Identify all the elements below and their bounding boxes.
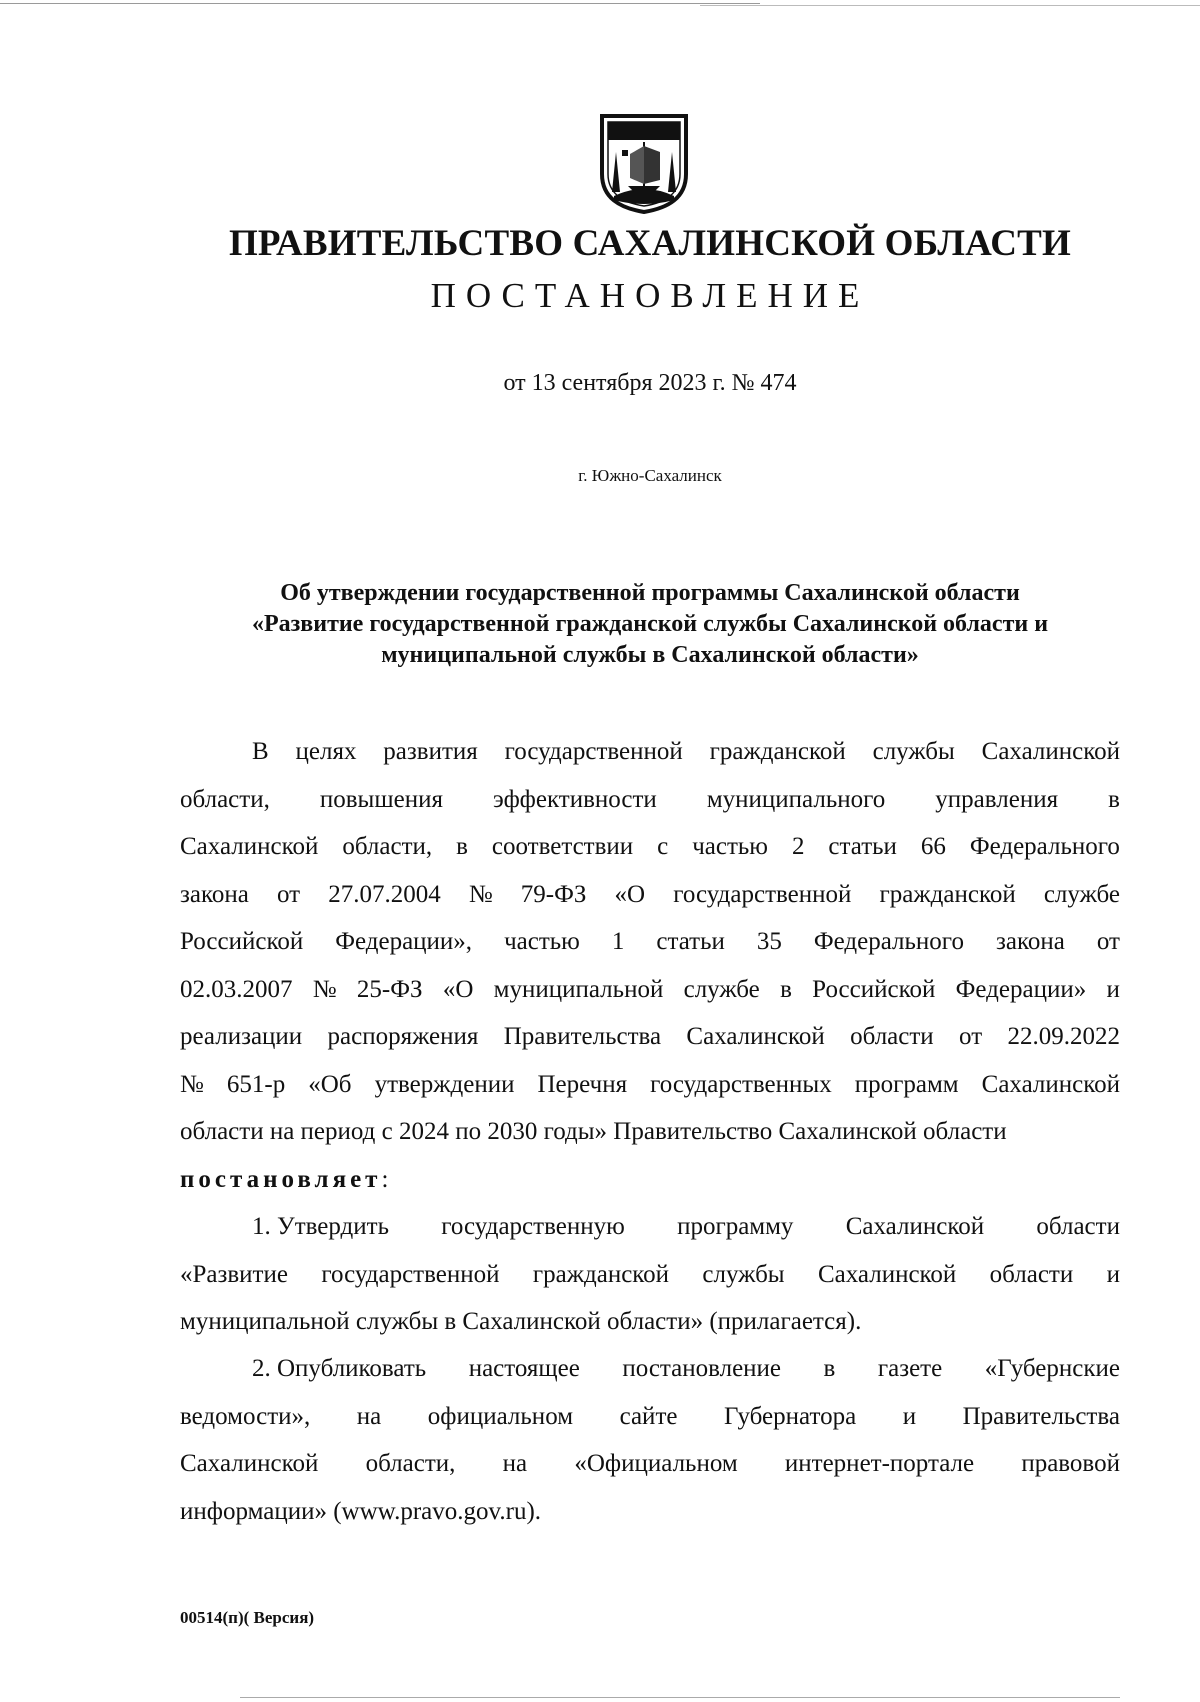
word: от bbox=[959, 1023, 983, 1050]
word: соответствии bbox=[491, 833, 634, 860]
word: Сахалинской bbox=[981, 1070, 1120, 1098]
word: и bbox=[902, 1402, 917, 1430]
word: 25-ФЗ bbox=[356, 975, 423, 1003]
word: государственную bbox=[441, 1213, 625, 1240]
footer-code: 00514(п)( bbox=[180, 1608, 250, 1627]
word: 02.03.2007 bbox=[180, 975, 293, 1003]
word: управления bbox=[935, 785, 1059, 813]
word: развития bbox=[383, 738, 478, 765]
word: Российской bbox=[180, 928, 304, 955]
word: закона bbox=[180, 880, 249, 908]
word: «О bbox=[614, 880, 646, 908]
item-1-paragraph bbox=[180, 1203, 1120, 1346]
word: № bbox=[180, 1070, 204, 1098]
word: области, bbox=[365, 1450, 456, 1477]
subject-line: «Развитие государственной гражданской службы Сахалинской области и bbox=[251, 611, 1049, 637]
decree-colon: : bbox=[381, 1165, 389, 1193]
word: гражданской bbox=[879, 880, 1016, 908]
word: 79-ФЗ bbox=[520, 880, 587, 908]
word: Сахалинской bbox=[845, 1213, 985, 1240]
word: от bbox=[1096, 928, 1120, 955]
scan-edge-line bbox=[700, 5, 1200, 6]
word: № bbox=[468, 880, 493, 908]
document-registration-code bbox=[180, 1608, 314, 1628]
text-line bbox=[180, 918, 1120, 966]
decree-line bbox=[180, 1156, 1120, 1204]
organization-title: ПРАВИТЕЛЬСТВО САХАЛИНСКОЙ ОБЛАСТИ bbox=[228, 223, 1072, 264]
word: 1. Утвердить bbox=[252, 1213, 389, 1240]
text-line: информации» (www.pravo.gov.ru). bbox=[180, 1497, 542, 1525]
word: гражданской bbox=[532, 1260, 670, 1288]
word: частью bbox=[692, 833, 768, 860]
text-line bbox=[180, 871, 1120, 919]
word: 1 bbox=[611, 928, 625, 955]
word: Федерации» bbox=[955, 975, 1087, 1003]
word: и bbox=[1106, 1260, 1120, 1288]
word: «Развитие bbox=[180, 1260, 288, 1288]
word: постановление bbox=[622, 1355, 782, 1382]
subject-line: Об утверждении государственной программы Сахалинской области bbox=[280, 580, 1020, 606]
preamble-paragraph bbox=[180, 728, 1120, 1203]
word: распоряжения bbox=[327, 1023, 479, 1050]
word: Сахалинской bbox=[180, 1450, 319, 1477]
word: закона bbox=[995, 928, 1065, 955]
word: в bbox=[1108, 785, 1120, 813]
word: статьи bbox=[828, 833, 897, 860]
word: правовой bbox=[1021, 1450, 1120, 1477]
word: области, bbox=[180, 785, 270, 813]
word: службе bbox=[1043, 880, 1120, 908]
word: и bbox=[1106, 975, 1120, 1003]
word: программу bbox=[677, 1213, 794, 1240]
text-line: муниципальной службы в Сахалинской области» (прилагается). bbox=[180, 1308, 862, 1335]
word: гражданской bbox=[709, 738, 846, 765]
word: утверждении bbox=[374, 1070, 515, 1098]
text-line bbox=[180, 1013, 1120, 1061]
word: государственной bbox=[321, 1260, 500, 1288]
word: ведомости», bbox=[180, 1402, 311, 1430]
word: Сахалинской bbox=[981, 738, 1120, 765]
text-line bbox=[180, 1251, 1120, 1299]
scan-edge-line bbox=[0, 3, 760, 4]
word: 66 bbox=[920, 833, 946, 860]
word: службе bbox=[683, 975, 760, 1003]
word: от bbox=[276, 880, 301, 908]
word: в bbox=[456, 833, 468, 860]
text-line bbox=[180, 728, 1120, 776]
word: 651-р bbox=[226, 1070, 286, 1098]
word: муниципальной bbox=[493, 975, 664, 1003]
word: Федерального bbox=[813, 928, 964, 955]
word: Правительства bbox=[503, 1023, 662, 1050]
word: государственной bbox=[673, 880, 852, 908]
word: целях bbox=[295, 738, 357, 765]
word: Губернатора bbox=[723, 1402, 857, 1430]
item-2-paragraph bbox=[180, 1345, 1120, 1535]
word: В bbox=[252, 738, 269, 765]
word: области bbox=[850, 1023, 934, 1050]
word: повышения bbox=[319, 785, 443, 813]
text-line bbox=[180, 823, 1120, 871]
footer-version: Версия) bbox=[249, 1608, 315, 1627]
word: официальном bbox=[427, 1402, 574, 1430]
word: «О bbox=[442, 975, 474, 1003]
subject-line: муниципальной службы в Сахалинской области» bbox=[381, 642, 919, 668]
word: в bbox=[780, 975, 792, 1003]
word: Российской bbox=[812, 975, 936, 1003]
text-line bbox=[180, 1061, 1120, 1109]
scan-edge-line bbox=[240, 1697, 1120, 1698]
word: 27.07.2004 bbox=[328, 880, 441, 908]
word: Федерального bbox=[969, 833, 1120, 860]
word: Правительства bbox=[962, 1402, 1120, 1430]
word: реализации bbox=[180, 1023, 303, 1050]
document-type: ПОСТАНОВЛЕНИЕ bbox=[430, 276, 870, 315]
text-line bbox=[180, 1203, 1120, 1251]
document-date-number: от 13 сентября 2023 г. № 474 bbox=[503, 370, 797, 396]
word: 2. Опубликовать bbox=[252, 1355, 427, 1382]
word: области bbox=[1036, 1213, 1120, 1240]
word: «Об bbox=[308, 1070, 352, 1098]
text-line bbox=[180, 1440, 1120, 1488]
text-line bbox=[180, 1393, 1120, 1441]
word: газете bbox=[877, 1355, 943, 1382]
text-line bbox=[180, 966, 1120, 1014]
word: статьи bbox=[656, 928, 725, 955]
word: Сахалинской bbox=[180, 833, 319, 860]
word: службы bbox=[872, 738, 955, 765]
word: частью bbox=[504, 928, 580, 955]
word: 22.09.2022 bbox=[1007, 1023, 1120, 1050]
word: с bbox=[657, 833, 669, 860]
word: на bbox=[502, 1450, 528, 1477]
word: 2 bbox=[791, 833, 805, 860]
document-subject bbox=[180, 578, 1120, 671]
text-line: области на период с 2024 по 2030 годы» Правительство Сахалинской области bbox=[180, 1118, 1007, 1145]
word: Федерации», bbox=[335, 928, 473, 955]
word: государственных bbox=[650, 1070, 832, 1098]
word: Перечня bbox=[537, 1070, 628, 1098]
word: области, bbox=[342, 833, 433, 860]
word: на bbox=[356, 1402, 382, 1430]
word: эффективности bbox=[493, 785, 657, 813]
word: «Официальном bbox=[574, 1450, 738, 1477]
word: муниципального bbox=[706, 785, 886, 813]
word: Сахалинской bbox=[686, 1023, 825, 1050]
word: государственной bbox=[504, 738, 683, 765]
word: в bbox=[823, 1355, 836, 1382]
word: Сахалинской bbox=[817, 1260, 957, 1288]
word: № bbox=[312, 975, 337, 1003]
word: 35 bbox=[756, 928, 782, 955]
word: службы bbox=[702, 1260, 785, 1288]
sakhalin-coat-of-arms-icon bbox=[598, 112, 690, 214]
word: сайте bbox=[619, 1402, 678, 1430]
text-line bbox=[180, 1345, 1120, 1393]
text-line bbox=[180, 776, 1120, 824]
word: программ bbox=[854, 1070, 959, 1098]
word: «Губернские bbox=[984, 1355, 1120, 1382]
word: настоящее bbox=[468, 1355, 580, 1382]
decree-word: постановляет bbox=[180, 1165, 382, 1193]
word: области bbox=[989, 1260, 1074, 1288]
document-city: г. Южно-Сахалинск bbox=[578, 466, 722, 485]
word: интернет-портале bbox=[784, 1450, 975, 1477]
